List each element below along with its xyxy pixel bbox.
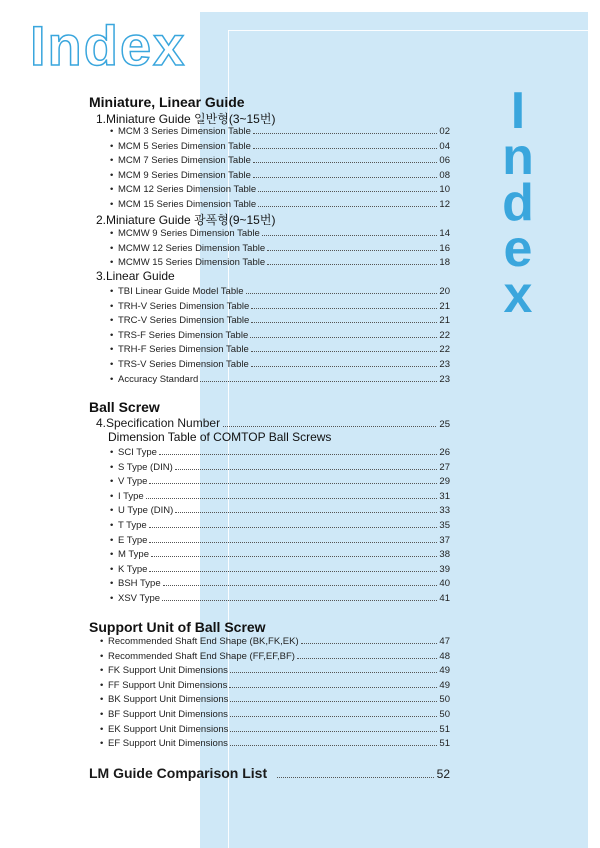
- toc-leader-dots: [149, 482, 437, 484]
- toc-entry[interactable]: [110, 535, 450, 548]
- bullet: •: [100, 723, 104, 735]
- toc-leader-dots: [267, 249, 437, 251]
- section-title-miniature: Miniature, Linear Guide: [89, 94, 245, 110]
- toc-entry-label: FK Support Unit Dimensions: [108, 665, 228, 677]
- toc-entry-label: I Type: [118, 490, 144, 502]
- bullet: •: [110, 490, 114, 502]
- toc-entry-label: Recommended Shaft End Shape (BK,FK,EK): [108, 636, 299, 647]
- bullet: •: [110, 315, 114, 327]
- toc-entry-page: 48: [439, 650, 450, 662]
- toc-leader-dots: [151, 555, 437, 557]
- toc-entry[interactable]: [110, 126, 450, 139]
- toc-entry[interactable]: [100, 636, 450, 649]
- toc-leader-dots: [162, 599, 437, 601]
- toc-entry[interactable]: [110, 505, 450, 518]
- bullet: •: [110, 593, 114, 604]
- bullet: •: [110, 520, 114, 531]
- toc-entry-label: 4.Specification Number: [96, 416, 221, 430]
- toc-entry[interactable]: [110, 286, 450, 299]
- vertical-title-letter: e: [503, 220, 533, 278]
- toc-entry-page: 23: [439, 373, 450, 385]
- toc-entry-label: MCM 7 Series Dimension Table: [118, 155, 251, 167]
- toc-leader-dots: [146, 497, 438, 499]
- toc-entry-label: MCMW 9 Series Dimension Table: [118, 228, 260, 239]
- toc-leader-dots: [251, 365, 438, 367]
- toc-entry-label: BK Support Unit Dimensions: [108, 694, 229, 706]
- bullet: •: [110, 549, 114, 561]
- toc-leader-dots: [251, 321, 437, 323]
- toc-entry[interactable]: [110, 155, 450, 168]
- bullet: •: [100, 709, 104, 720]
- toc-entry[interactable]: [110, 593, 450, 606]
- toc-entry-label: MCMW 15 Series Dimension Table: [118, 257, 266, 269]
- toc-entry-page: 52: [436, 767, 450, 781]
- toc-entry-label: TRH-F Series Dimension Table: [118, 344, 249, 356]
- toc-entry[interactable]: [110, 330, 450, 343]
- toc-leader-dots: [246, 292, 438, 294]
- toc-entry-page: 27: [439, 461, 450, 473]
- toc-entry[interactable]: [110, 243, 450, 256]
- toc-leader-dots: [159, 453, 438, 455]
- toc-entry[interactable]: [100, 738, 450, 751]
- toc-entry[interactable]: [110, 170, 450, 183]
- toc-entry[interactable]: [110, 462, 450, 475]
- bullet: •: [110, 578, 114, 590]
- bullet: •: [100, 679, 104, 691]
- bullet: •: [110, 155, 114, 167]
- toc-leader-dots: [163, 584, 438, 586]
- vertical-title-letter: x: [503, 266, 533, 324]
- toc-entry-label: K Type: [118, 563, 148, 575]
- toc-entry[interactable]: [110, 564, 450, 577]
- toc-entry-label: XSV Type: [118, 593, 161, 604]
- toc-leader-dots: [258, 205, 437, 207]
- toc-entry-page: 04: [439, 140, 450, 152]
- toc-leader-dots: [149, 570, 437, 572]
- toc-entry[interactable]: [110, 374, 450, 387]
- toc-entry-page: 20: [439, 286, 450, 297]
- bullet: •: [110, 126, 114, 137]
- toc-entry-page: 50: [439, 694, 450, 706]
- toc-entry-lm-guide[interactable]: [89, 765, 450, 782]
- toc-entry-page: 12: [439, 199, 450, 210]
- toc-entry-page: 29: [439, 476, 450, 488]
- toc-entry-page: 37: [439, 534, 450, 546]
- toc-entry-page: 40: [439, 578, 450, 590]
- vertical-title-letter: I: [510, 82, 526, 140]
- toc-entry-label: T Type: [118, 520, 147, 531]
- bullet: •: [110, 242, 114, 254]
- toc-leader-dots: [230, 744, 438, 746]
- section-title-support: Support Unit of Ball Screw: [89, 619, 266, 635]
- toc-entry-page: 06: [439, 155, 450, 167]
- toc-leader-dots: [262, 234, 438, 236]
- bullet: •: [110, 257, 114, 269]
- section-title-lm: LM Guide Comparison List: [89, 765, 268, 781]
- bullet: •: [110, 476, 114, 488]
- toc-entry-page: 02: [439, 126, 450, 137]
- toc-leader-dots: [230, 730, 437, 732]
- bullet: •: [110, 447, 114, 458]
- toc-leader-dots: [253, 132, 438, 134]
- toc-entry-page: 31: [439, 490, 450, 502]
- toc-leader-dots: [223, 425, 436, 427]
- toc-entry[interactable]: [110, 344, 450, 357]
- toc-entry-label: MCM 9 Series Dimension Table: [118, 169, 251, 181]
- section-title-ballscrew: Ball Screw: [89, 399, 160, 415]
- toc-entry-page: 39: [439, 563, 450, 575]
- bullet: •: [100, 694, 104, 706]
- toc-entry-label: Recommended Shaft End Shape (FF,EF,BF): [108, 650, 295, 662]
- toc-entry-page: 10: [439, 184, 450, 196]
- bullet: •: [110, 286, 114, 297]
- bullet: •: [100, 650, 104, 662]
- toc-leader-dots: [253, 176, 438, 178]
- toc-leader-dots: [149, 541, 437, 543]
- toc-entry[interactable]: [110, 476, 450, 489]
- bullet: •: [110, 461, 114, 473]
- toc-leader-dots: [175, 468, 438, 470]
- toc-entry-label: MCM 5 Series Dimension Table: [118, 140, 251, 152]
- toc-entry-label: MCM 3 Series Dimension Table: [118, 126, 251, 137]
- toc-entry-page: 22: [439, 344, 450, 356]
- toc-entry-label: TRS-V Series Dimension Table: [118, 359, 249, 370]
- toc-entry[interactable]: [100, 665, 450, 678]
- toc-entry[interactable]: [100, 680, 450, 693]
- toc-entry-label: EF Support Unit Dimensions: [108, 738, 228, 750]
- toc-entry-label: FF Support Unit Dimensions: [108, 679, 228, 691]
- bullet: •: [110, 140, 114, 152]
- toc-entry[interactable]: [110, 228, 450, 241]
- page-title: Index: [30, 14, 187, 77]
- toc-leader-dots: [251, 307, 437, 309]
- toc-entry-label: Accuracy Standard: [118, 373, 199, 385]
- toc-entry[interactable]: [110, 491, 450, 504]
- bullet: •: [100, 665, 104, 677]
- toc-entry-page: 38: [439, 549, 450, 561]
- toc-leader-dots: [230, 671, 438, 673]
- bullet: •: [110, 199, 114, 210]
- toc-leader-dots: [200, 380, 437, 382]
- subsection-title-2: 2.Miniature Guide 광폭형(9~15번): [96, 213, 276, 227]
- bullet: •: [110, 184, 114, 196]
- toc-leader-dots: [230, 700, 437, 702]
- subsection-title-1: 1.Miniature Guide 일반형(3~15번): [96, 112, 276, 126]
- toc-entry-page: 35: [439, 520, 450, 531]
- toc-entry-page: 51: [439, 723, 450, 735]
- bullet: •: [110, 169, 114, 181]
- toc-entry-page: 41: [439, 593, 450, 604]
- toc-leader-dots: [301, 642, 438, 644]
- toc-leader-dots: [229, 686, 437, 688]
- toc-entry[interactable]: [110, 359, 450, 372]
- toc-entry-label: V Type: [118, 476, 148, 488]
- toc-entry-page: 22: [439, 329, 450, 341]
- subsection-title-4-line2: Dimension Table of COMTOP Ball Screws: [108, 430, 332, 444]
- toc-entry-label: TRC-V Series Dimension Table: [118, 315, 250, 327]
- toc-entry-page: 23: [439, 359, 450, 370]
- toc-entry-page: 18: [439, 257, 450, 269]
- toc-leader-dots: [250, 336, 437, 338]
- toc-leader-dots: [230, 715, 438, 717]
- toc-leader-dots: [251, 350, 438, 352]
- toc-entry-label: E Type: [118, 534, 148, 546]
- toc-entry-label: TRS-F Series Dimension Table: [118, 329, 249, 341]
- toc-entry-page: 49: [439, 665, 450, 677]
- bullet: •: [110, 344, 114, 356]
- toc-entry-page: 21: [439, 315, 450, 327]
- toc-entry[interactable]: [110, 301, 450, 314]
- panel-divider-horizontal: [228, 30, 600, 31]
- toc-entry-label: MCM 15 Series Dimension Table: [118, 199, 257, 210]
- toc-entry[interactable]: [110, 578, 450, 591]
- vertical-title: [488, 82, 548, 324]
- bullet: •: [110, 505, 114, 517]
- toc-entry-page: 47: [439, 636, 450, 647]
- vertical-title-letter: n: [502, 128, 534, 186]
- toc-entry-spec-number[interactable]: [96, 416, 450, 430]
- toc-entry-label: S Type (DIN): [118, 461, 173, 473]
- toc-leader-dots: [297, 657, 438, 659]
- toc-entry-page: 21: [439, 300, 450, 312]
- subsection-title-3: 3.Linear Guide: [96, 269, 175, 283]
- toc-entry-label: TRH-V Series Dimension Table: [118, 300, 250, 312]
- toc-entry-label: BSH Type: [118, 578, 161, 590]
- toc-entry-label: EK Support Unit Dimensions: [108, 723, 229, 735]
- bullet: •: [110, 300, 114, 312]
- toc-entry[interactable]: [110, 315, 450, 328]
- toc-entry[interactable]: [110, 549, 450, 562]
- bullet: •: [110, 228, 114, 239]
- vertical-title-letter: d: [502, 174, 534, 232]
- toc-leader-dots: [253, 147, 438, 149]
- toc-entry[interactable]: [100, 709, 450, 722]
- toc-entry-page: 14: [439, 228, 450, 239]
- toc-entry[interactable]: [100, 651, 450, 664]
- toc-entry-page: 51: [439, 738, 450, 750]
- toc-entry[interactable]: [110, 447, 450, 460]
- toc-entry-page: 16: [439, 242, 450, 254]
- bullet: •: [110, 359, 114, 370]
- toc-entry-page: 26: [439, 447, 450, 458]
- toc-entry[interactable]: [110, 520, 450, 533]
- toc-entry-label: M Type: [118, 549, 149, 561]
- toc-entry[interactable]: [110, 141, 450, 154]
- toc-entry-label: BF Support Unit Dimensions: [108, 709, 228, 720]
- bullet: •: [110, 373, 114, 385]
- toc-leader-dots: [253, 161, 438, 163]
- toc-entry[interactable]: [100, 724, 450, 737]
- toc-leader-dots: [175, 511, 437, 513]
- toc-entry-label: U Type (DIN): [118, 505, 174, 517]
- toc-entry-page: 50: [439, 709, 450, 720]
- bullet: •: [100, 636, 104, 647]
- toc-entry-label: SCI Type: [118, 447, 157, 458]
- toc-entry-page: 49: [439, 679, 450, 691]
- toc-entry-page: 33: [439, 505, 450, 517]
- toc-leader-dots: [149, 526, 438, 528]
- toc-entry[interactable]: [100, 694, 450, 707]
- bullet: •: [100, 738, 104, 750]
- toc-leader-dots: [277, 776, 434, 778]
- toc-leader-dots: [258, 190, 437, 192]
- toc-entry-page: 08: [439, 169, 450, 181]
- toc-entry-label: MCMW 12 Series Dimension Table: [118, 242, 266, 254]
- toc-entry-page: 25: [439, 419, 450, 430]
- toc-leader-dots: [267, 263, 437, 265]
- toc-entry[interactable]: [110, 184, 450, 197]
- bullet: •: [110, 534, 114, 546]
- bullet: •: [110, 563, 114, 575]
- bullet: •: [110, 329, 114, 341]
- toc-entry-label: MCM 12 Series Dimension Table: [118, 184, 257, 196]
- toc-entry-label: TBI Linear Guide Model Table: [118, 286, 244, 297]
